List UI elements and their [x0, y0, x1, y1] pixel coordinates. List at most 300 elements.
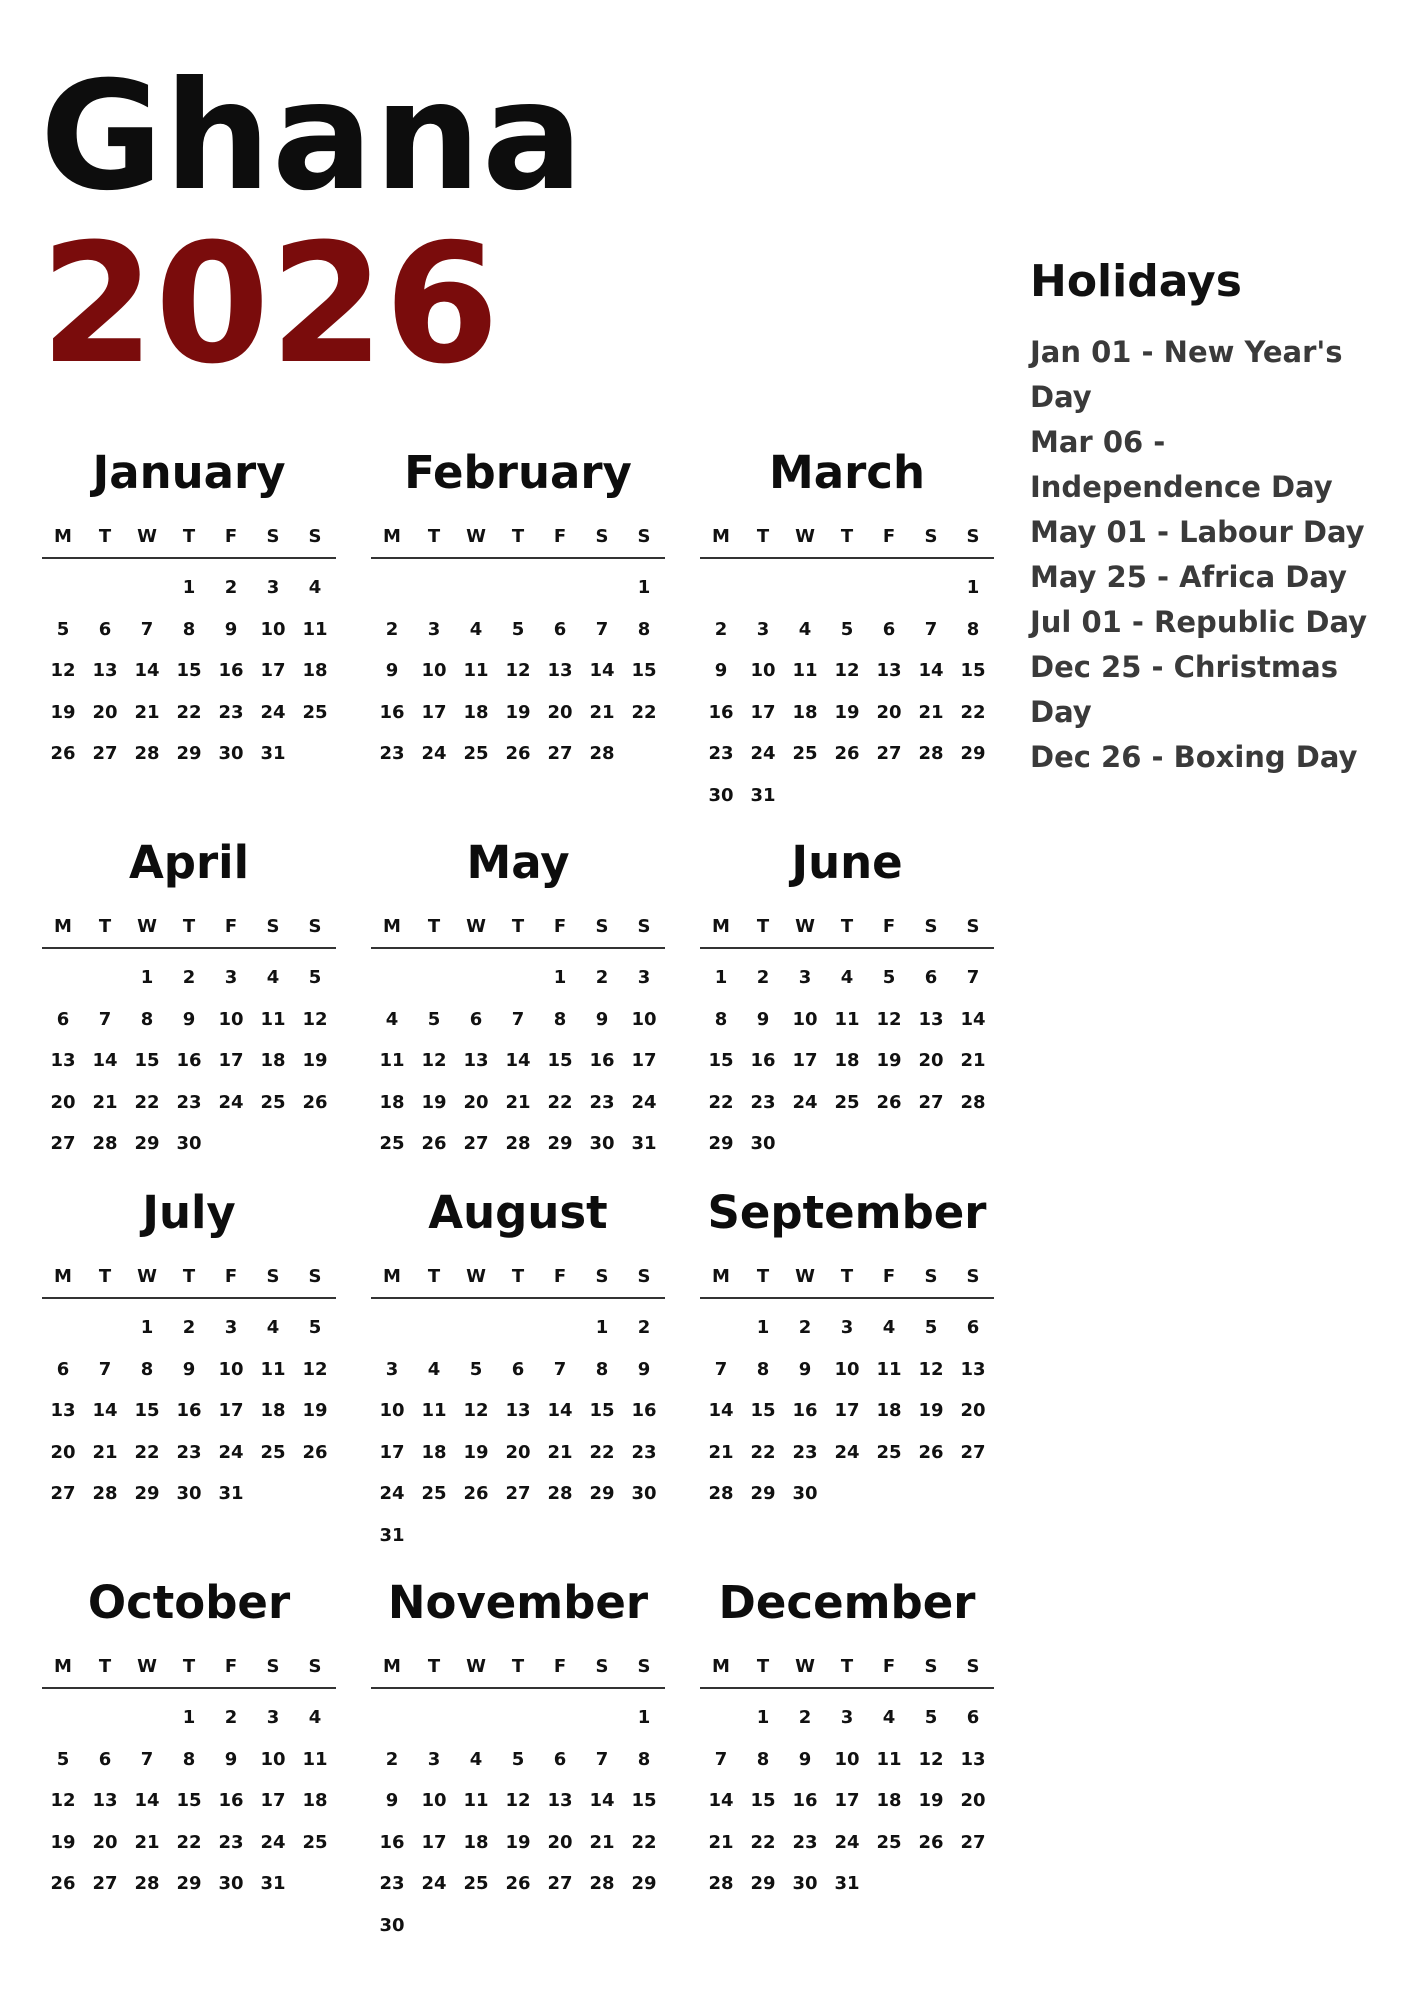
- day-cell: 17: [218, 1050, 244, 1071]
- day-cell: 14: [547, 1400, 573, 1421]
- day-cell: 10: [260, 1748, 286, 1770]
- day-cell: 22: [750, 1831, 776, 1853]
- day-cell: 27: [50, 1483, 76, 1504]
- day-cell: 12: [421, 1050, 447, 1071]
- day-cell: 21: [589, 701, 615, 723]
- day-cell: 8: [140, 1358, 154, 1380]
- day-cell: 21: [547, 1441, 573, 1463]
- weekday-label: W: [137, 1656, 157, 1677]
- day-cell: 27: [92, 743, 118, 764]
- month-name: June: [791, 836, 903, 889]
- day-cell: 28: [589, 743, 615, 764]
- day-cell: 16: [631, 1400, 657, 1421]
- day-cell: 19: [302, 1050, 328, 1071]
- day-cell: 8: [140, 1008, 154, 1030]
- day-cell: 21: [589, 1831, 615, 1853]
- day-cell: 29: [750, 1483, 776, 1504]
- weekday-label: S: [924, 916, 938, 937]
- weekday-label: T: [182, 1656, 196, 1677]
- day-cell: 17: [379, 1441, 405, 1463]
- day-cell: 21: [708, 1441, 734, 1463]
- weekday-label: S: [966, 1656, 980, 1677]
- day-cell: 31: [750, 784, 776, 806]
- month-name: July: [142, 1186, 236, 1239]
- day-cell: 30: [176, 1483, 202, 1504]
- day-cell: 4: [266, 967, 280, 988]
- weekday-header: [371, 916, 665, 949]
- holiday-item: Mar 06 - Independence Day: [1030, 425, 1333, 505]
- day-cell: 9: [798, 1748, 812, 1770]
- day-cell: 18: [302, 1790, 328, 1811]
- day-cell: 10: [631, 1008, 657, 1030]
- weekday-label: T: [427, 1656, 441, 1677]
- weekday-label: F: [882, 1266, 896, 1287]
- day-cell: 17: [750, 701, 776, 723]
- day-cell: 6: [924, 967, 938, 988]
- day-cell: 4: [308, 1707, 322, 1728]
- day-cell: 24: [631, 1091, 657, 1113]
- month-name: February: [404, 446, 632, 499]
- day-cell: 20: [92, 1831, 118, 1853]
- weekday-label: S: [924, 1266, 938, 1287]
- weekday-label: M: [712, 1656, 730, 1677]
- weekday-label: F: [882, 526, 896, 547]
- weekday-header: [700, 1656, 994, 1689]
- day-cell: 20: [547, 1831, 573, 1853]
- holidays-list: [1030, 330, 1400, 780]
- day-cell: 4: [469, 618, 483, 640]
- day-cell: 16: [379, 1831, 405, 1853]
- day-cell: 2: [182, 967, 196, 988]
- day-cell: 3: [798, 967, 812, 988]
- day-cell: 27: [547, 743, 573, 764]
- weekday-label: W: [795, 1656, 815, 1677]
- weekday-label: S: [308, 526, 322, 547]
- day-cell: 21: [92, 1091, 118, 1113]
- day-cell: 10: [218, 1358, 244, 1380]
- day-cell: 8: [182, 1748, 196, 1770]
- day-cell: 29: [960, 743, 986, 764]
- weekday-label: W: [466, 1656, 486, 1677]
- weekday-label: F: [553, 1656, 567, 1677]
- days-grid: [42, 567, 336, 775]
- day-cell: 5: [308, 1317, 322, 1338]
- day-cell: 6: [511, 1358, 525, 1380]
- weekday-label: T: [98, 526, 112, 547]
- day-cell: 16: [379, 701, 405, 723]
- day-cell: 1: [756, 1317, 770, 1338]
- day-cell: 28: [134, 1873, 160, 1894]
- weekday-label: T: [756, 1266, 770, 1287]
- weekday-label: S: [266, 526, 280, 547]
- weekday-header: [371, 1266, 665, 1299]
- weekday-label: T: [98, 1266, 112, 1287]
- day-cell: 20: [960, 1790, 986, 1811]
- country-title: Ghana: [40, 50, 585, 224]
- day-cell: 14: [708, 1400, 734, 1421]
- day-cell: 13: [463, 1050, 489, 1071]
- day-cell: 7: [966, 967, 980, 988]
- day-cell: 2: [798, 1317, 812, 1338]
- day-cell: 30: [176, 1133, 202, 1154]
- day-cell: 29: [176, 743, 202, 764]
- day-cell: 23: [379, 743, 405, 764]
- day-cell: 25: [302, 701, 328, 723]
- day-cell: 16: [218, 1790, 244, 1811]
- day-cell: 6: [966, 1707, 980, 1728]
- day-cell: 31: [631, 1133, 657, 1154]
- day-cell: 26: [505, 743, 531, 764]
- day-cell: 7: [924, 618, 938, 640]
- day-cell: 7: [553, 1358, 567, 1380]
- day-cell: 22: [750, 1441, 776, 1463]
- days-grid: [700, 1697, 994, 1905]
- day-cell: 29: [750, 1873, 776, 1894]
- day-cell: 20: [876, 701, 902, 723]
- day-cell: 1: [182, 1707, 196, 1728]
- day-cell: 19: [505, 701, 531, 723]
- day-cell: 14: [134, 660, 160, 681]
- weekday-label: T: [756, 526, 770, 547]
- month-december: [700, 1568, 994, 1908]
- weekday-label: T: [427, 1266, 441, 1287]
- day-cell: 23: [792, 1441, 818, 1463]
- day-cell: 9: [798, 1358, 812, 1380]
- weekday-label: W: [466, 916, 486, 937]
- day-cell: 9: [182, 1358, 196, 1380]
- day-cell: 1: [756, 1707, 770, 1728]
- day-cell: 25: [421, 1483, 447, 1504]
- day-cell: 11: [260, 1358, 286, 1380]
- day-cell: 26: [50, 743, 76, 764]
- day-cell: 13: [92, 660, 118, 681]
- day-cell: 25: [463, 743, 489, 764]
- day-cell: 30: [750, 1133, 776, 1154]
- day-cell: 14: [589, 660, 615, 681]
- day-cell: 7: [714, 1748, 728, 1770]
- day-cell: 6: [882, 618, 896, 640]
- day-cell: 25: [876, 1441, 902, 1463]
- day-cell: 31: [260, 743, 286, 764]
- weekday-label: S: [924, 1656, 938, 1677]
- day-cell: 14: [92, 1400, 118, 1421]
- day-cell: 29: [134, 1483, 160, 1504]
- day-cell: 19: [505, 1831, 531, 1853]
- weekday-label: S: [924, 526, 938, 547]
- day-cell: 2: [224, 1707, 238, 1728]
- day-cell: 20: [960, 1400, 986, 1421]
- day-cell: 22: [176, 701, 202, 723]
- weekday-label: S: [595, 1266, 609, 1287]
- day-cell: 18: [876, 1790, 902, 1811]
- day-cell: 3: [840, 1707, 854, 1728]
- weekday-label: F: [882, 1656, 896, 1677]
- day-cell: 18: [260, 1050, 286, 1071]
- weekday-label: F: [553, 916, 567, 937]
- day-cell: 2: [714, 618, 728, 640]
- day-cell: 26: [50, 1873, 76, 1894]
- day-cell: 6: [98, 618, 112, 640]
- weekday-label: S: [595, 526, 609, 547]
- day-cell: 15: [631, 1790, 657, 1811]
- day-cell: 26: [505, 1873, 531, 1894]
- day-cell: 30: [379, 1914, 405, 1936]
- day-cell: 13: [92, 1790, 118, 1811]
- day-cell: 10: [421, 660, 447, 681]
- weekday-label: T: [511, 1656, 525, 1677]
- day-cell: 14: [589, 1790, 615, 1811]
- day-cell: 21: [134, 701, 160, 723]
- weekday-label: S: [637, 526, 651, 547]
- day-cell: 13: [50, 1050, 76, 1071]
- day-cell: 28: [960, 1091, 986, 1113]
- weekday-label: S: [637, 916, 651, 937]
- day-cell: 19: [421, 1091, 447, 1113]
- day-cell: 7: [714, 1358, 728, 1380]
- day-cell: 8: [714, 1008, 728, 1030]
- day-cell: 12: [302, 1358, 328, 1380]
- day-cell: 3: [266, 1707, 280, 1728]
- month-name: October: [87, 1576, 291, 1629]
- day-cell: 27: [960, 1441, 986, 1463]
- day-cell: 27: [50, 1133, 76, 1154]
- weekday-label: M: [383, 916, 401, 937]
- weekday-label: T: [511, 526, 525, 547]
- day-cell: 16: [589, 1050, 615, 1071]
- day-cell: 30: [218, 743, 244, 764]
- day-cell: 5: [882, 967, 896, 988]
- day-cell: 19: [50, 1831, 76, 1853]
- day-cell: 28: [547, 1483, 573, 1504]
- weekday-label: F: [882, 916, 896, 937]
- days-grid: [371, 1697, 665, 1946]
- weekday-label: T: [182, 916, 196, 937]
- days-grid: [42, 957, 336, 1165]
- day-cell: 26: [876, 1091, 902, 1113]
- day-cell: 17: [260, 660, 286, 681]
- day-cell: 15: [960, 660, 986, 681]
- day-cell: 25: [834, 1091, 860, 1113]
- day-cell: 8: [756, 1748, 770, 1770]
- day-cell: 3: [756, 618, 770, 640]
- day-cell: 28: [589, 1873, 615, 1894]
- day-cell: 28: [92, 1483, 118, 1504]
- weekday-label: M: [54, 1656, 72, 1677]
- day-cell: 23: [379, 1873, 405, 1894]
- weekday-label: W: [795, 526, 815, 547]
- day-cell: 12: [302, 1008, 328, 1030]
- day-cell: 10: [260, 618, 286, 640]
- day-cell: 3: [224, 1317, 238, 1338]
- month-april: [42, 828, 336, 1178]
- day-cell: 30: [708, 784, 734, 806]
- day-cell: 2: [595, 967, 609, 988]
- day-cell: 6: [553, 618, 567, 640]
- weekday-label: W: [795, 1266, 815, 1287]
- day-cell: 10: [834, 1748, 860, 1770]
- day-cell: 29: [631, 1873, 657, 1894]
- day-cell: 19: [918, 1790, 944, 1811]
- day-cell: 2: [224, 577, 238, 598]
- day-cell: 9: [224, 1748, 238, 1770]
- day-cell: 27: [92, 1873, 118, 1894]
- day-cell: 23: [792, 1831, 818, 1853]
- weekday-header: [42, 526, 336, 559]
- day-cell: 5: [924, 1317, 938, 1338]
- days-grid: [42, 1697, 336, 1905]
- day-cell: 21: [505, 1091, 531, 1113]
- day-cell: 18: [302, 660, 328, 681]
- month-june: [700, 828, 994, 1178]
- day-cell: 3: [427, 1748, 441, 1770]
- weekday-label: T: [511, 916, 525, 937]
- day-cell: 9: [224, 618, 238, 640]
- day-cell: 14: [960, 1008, 986, 1030]
- weekday-label: T: [427, 526, 441, 547]
- day-cell: 25: [260, 1091, 286, 1113]
- day-cell: 22: [960, 701, 986, 723]
- weekday-label: S: [637, 1266, 651, 1287]
- weekday-header: [42, 916, 336, 949]
- day-cell: 4: [882, 1707, 896, 1728]
- weekday-label: M: [712, 1266, 730, 1287]
- weekday-label: M: [54, 526, 72, 547]
- day-cell: 13: [918, 1008, 944, 1030]
- day-cell: 28: [505, 1133, 531, 1154]
- weekday-label: S: [308, 1266, 322, 1287]
- weekday-label: S: [595, 1656, 609, 1677]
- month-name: January: [92, 446, 286, 499]
- day-cell: 21: [92, 1441, 118, 1463]
- weekday-label: W: [137, 916, 157, 937]
- days-grid: [371, 957, 665, 1165]
- day-cell: 29: [589, 1483, 615, 1504]
- day-cell: 4: [427, 1358, 441, 1380]
- day-cell: 29: [134, 1133, 160, 1154]
- weekday-header: [371, 526, 665, 559]
- day-cell: 13: [50, 1400, 76, 1421]
- days-grid: [700, 957, 994, 1165]
- day-cell: 11: [834, 1008, 860, 1030]
- day-cell: 23: [176, 1091, 202, 1113]
- month-name: August: [428, 1186, 608, 1239]
- day-cell: 22: [547, 1091, 573, 1113]
- day-cell: 25: [876, 1831, 902, 1853]
- day-cell: 14: [708, 1790, 734, 1811]
- day-cell: 7: [140, 1748, 154, 1770]
- day-cell: 4: [798, 618, 812, 640]
- day-cell: 30: [631, 1483, 657, 1504]
- day-cell: 3: [637, 967, 651, 988]
- weekday-label: F: [224, 1266, 238, 1287]
- day-cell: 12: [834, 660, 860, 681]
- year-title: 2026: [40, 208, 500, 400]
- day-cell: 17: [218, 1400, 244, 1421]
- weekday-label: T: [182, 1266, 196, 1287]
- weekday-label: T: [427, 916, 441, 937]
- day-cell: 23: [218, 1831, 244, 1853]
- day-cell: 11: [876, 1748, 902, 1770]
- month-name: May: [466, 836, 570, 889]
- day-cell: 22: [176, 1831, 202, 1853]
- day-cell: 4: [882, 1317, 896, 1338]
- day-cell: 17: [834, 1400, 860, 1421]
- weekday-label: T: [98, 1656, 112, 1677]
- day-cell: 18: [876, 1400, 902, 1421]
- day-cell: 20: [505, 1441, 531, 1463]
- holidays-panel: [1030, 258, 1400, 780]
- day-cell: 24: [421, 743, 447, 764]
- day-cell: 2: [385, 1748, 399, 1770]
- day-cell: 17: [631, 1050, 657, 1071]
- day-cell: 25: [260, 1441, 286, 1463]
- day-cell: 26: [918, 1831, 944, 1853]
- day-cell: 24: [260, 701, 286, 723]
- day-cell: 14: [134, 1790, 160, 1811]
- days-grid: [371, 567, 665, 775]
- day-cell: 11: [260, 1008, 286, 1030]
- day-cell: 22: [134, 1441, 160, 1463]
- day-cell: 15: [750, 1400, 776, 1421]
- weekday-label: F: [553, 526, 567, 547]
- day-cell: 17: [260, 1790, 286, 1811]
- holiday-item: Dec 25 - Christmas Day: [1030, 650, 1338, 730]
- day-cell: 16: [750, 1050, 776, 1071]
- day-cell: 16: [176, 1050, 202, 1071]
- day-cell: 21: [918, 701, 944, 723]
- day-cell: 15: [708, 1050, 734, 1071]
- day-cell: 11: [792, 660, 818, 681]
- day-cell: 1: [637, 577, 651, 598]
- day-cell: 15: [750, 1790, 776, 1811]
- day-cell: 18: [834, 1050, 860, 1071]
- day-cell: 11: [876, 1358, 902, 1380]
- day-cell: 13: [960, 1358, 986, 1380]
- day-cell: 20: [547, 701, 573, 723]
- day-cell: 2: [385, 618, 399, 640]
- day-cell: 4: [840, 967, 854, 988]
- weekday-header: [700, 916, 994, 949]
- day-cell: 23: [708, 743, 734, 764]
- weekday-label: T: [840, 526, 854, 547]
- day-cell: 1: [595, 1317, 609, 1338]
- day-cell: 26: [918, 1441, 944, 1463]
- month-name: September: [707, 1186, 987, 1239]
- day-cell: 11: [463, 660, 489, 681]
- day-cell: 1: [966, 577, 980, 598]
- day-cell: 25: [379, 1133, 405, 1154]
- day-cell: 6: [56, 1008, 70, 1030]
- weekday-label: S: [595, 916, 609, 937]
- day-cell: 13: [876, 660, 902, 681]
- day-cell: 5: [840, 618, 854, 640]
- day-cell: 15: [631, 660, 657, 681]
- day-cell: 5: [56, 618, 70, 640]
- day-cell: 11: [379, 1050, 405, 1071]
- day-cell: 3: [840, 1317, 854, 1338]
- day-cell: 31: [260, 1873, 286, 1894]
- month-july: [42, 1178, 336, 1568]
- day-cell: 9: [595, 1008, 609, 1030]
- day-cell: 7: [595, 1748, 609, 1770]
- day-cell: 19: [463, 1441, 489, 1463]
- day-cell: 6: [56, 1358, 70, 1380]
- weekday-label: T: [98, 916, 112, 937]
- day-cell: 19: [50, 701, 76, 723]
- day-cell: 30: [792, 1483, 818, 1504]
- day-cell: 2: [182, 1317, 196, 1338]
- day-cell: 7: [98, 1008, 112, 1030]
